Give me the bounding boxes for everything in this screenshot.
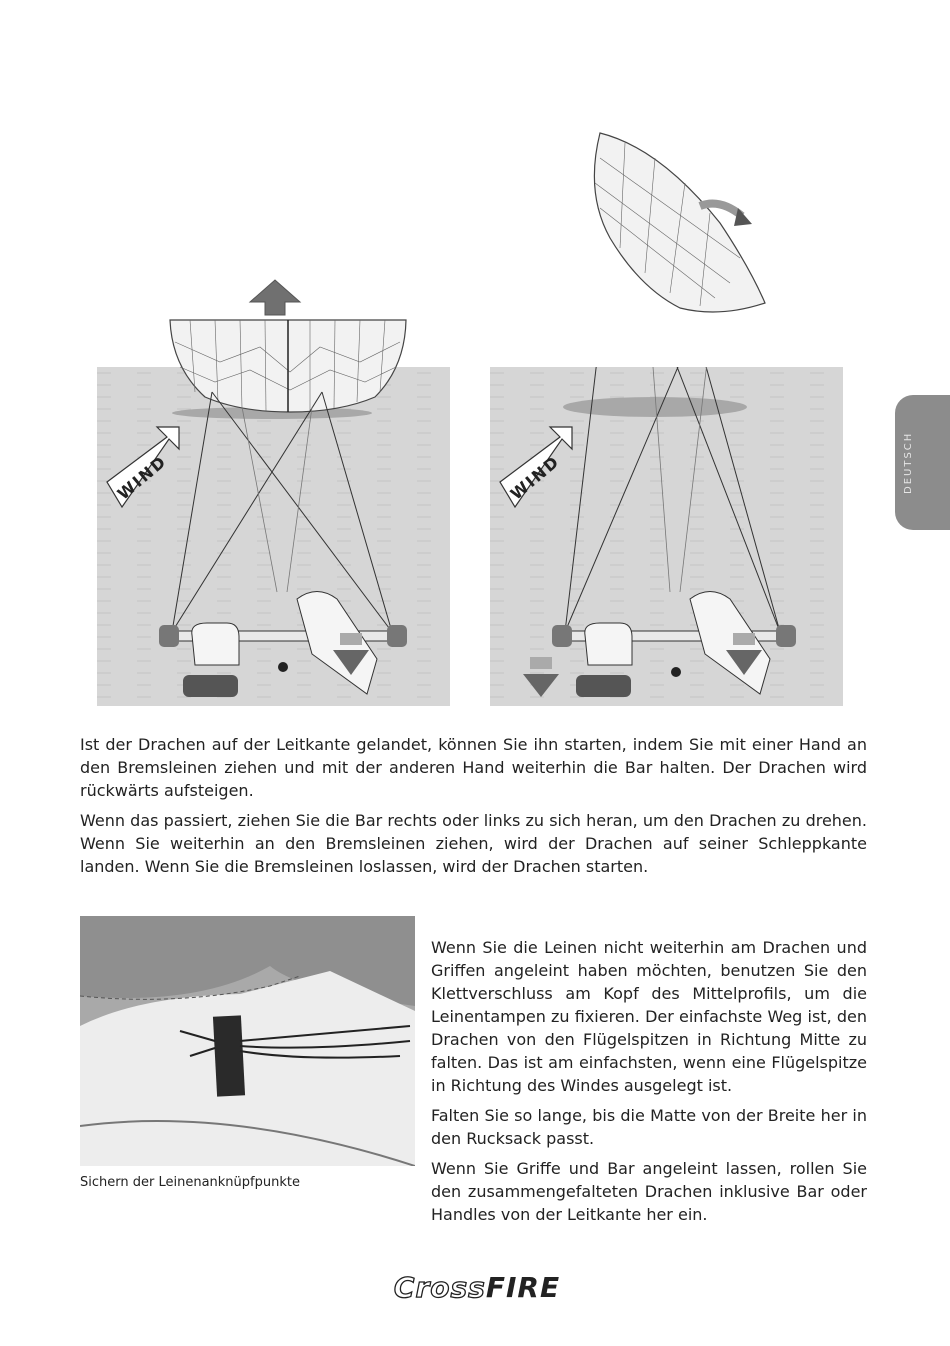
language-tab (895, 395, 950, 530)
paragraph: Wenn Sie die Leinen nicht weiterhin am Drachen und Griffen angeleint haben möchten, benutzen Sie den Klettverschluss am Kopf des Mittelprofils, um die Leinentampen zu fixieren. Der einfachste Weg ist, den Drachen von den Flügelspitzen in Richtung Mitte zu falten. Das ist am einfachsten, wenn eine Flügelspitze in Richtung des Windes ausgelegt ist. (431, 938, 867, 1095)
line-attachment-photo (80, 916, 415, 1166)
control-lines-left (97, 367, 450, 706)
control-lines-right (490, 367, 843, 706)
paragraph: Wenn Sie Griffe und Bar angeleint lassen, rollen Sie den zusammengefalteten Drachen inklusive Bar oder Handles von der Leitkante her ein. (431, 1159, 867, 1224)
paragraph: Ist der Drachen auf der Leitkante gelandet, können Sie ihn starten, indem Sie mit einer Hand an den Bremsleinen ziehen und mit der anderen Hand weiterhin die Bar halten. Der Drachen wird rückwärts aufsteigen. (80, 735, 867, 800)
logo-part-fire: FIRE (485, 1270, 561, 1304)
right-kite (570, 128, 770, 338)
paragraph: Falten Sie so lange, bis die Matte von der Breite her in den Rucksack passt. (431, 1106, 867, 1148)
photo-caption: Sichern der Leinenanknüpfpunkte (80, 1175, 300, 1190)
paragraph: Wenn das passiert, ziehen Sie die Bar rechts oder links zu sich heran, um den Drachen zu drehen. Wenn Sie weiterhin an den Bremsleinen ziehen, wird der Drachen auf seiner Schleppkante landen. Wenn Sie die Bremsleinen loslassen, wird der Drachen starten. (80, 811, 867, 876)
language-tab-label: DEUTSCH (903, 431, 914, 494)
wind-label-right: WIND (506, 451, 564, 504)
crossfire-logo (384, 1269, 570, 1305)
wind-label-left: WIND (113, 451, 171, 504)
logo-part-cross: Cross (393, 1270, 486, 1304)
instructions-right (431, 936, 867, 1233)
instructions-top (80, 733, 867, 885)
